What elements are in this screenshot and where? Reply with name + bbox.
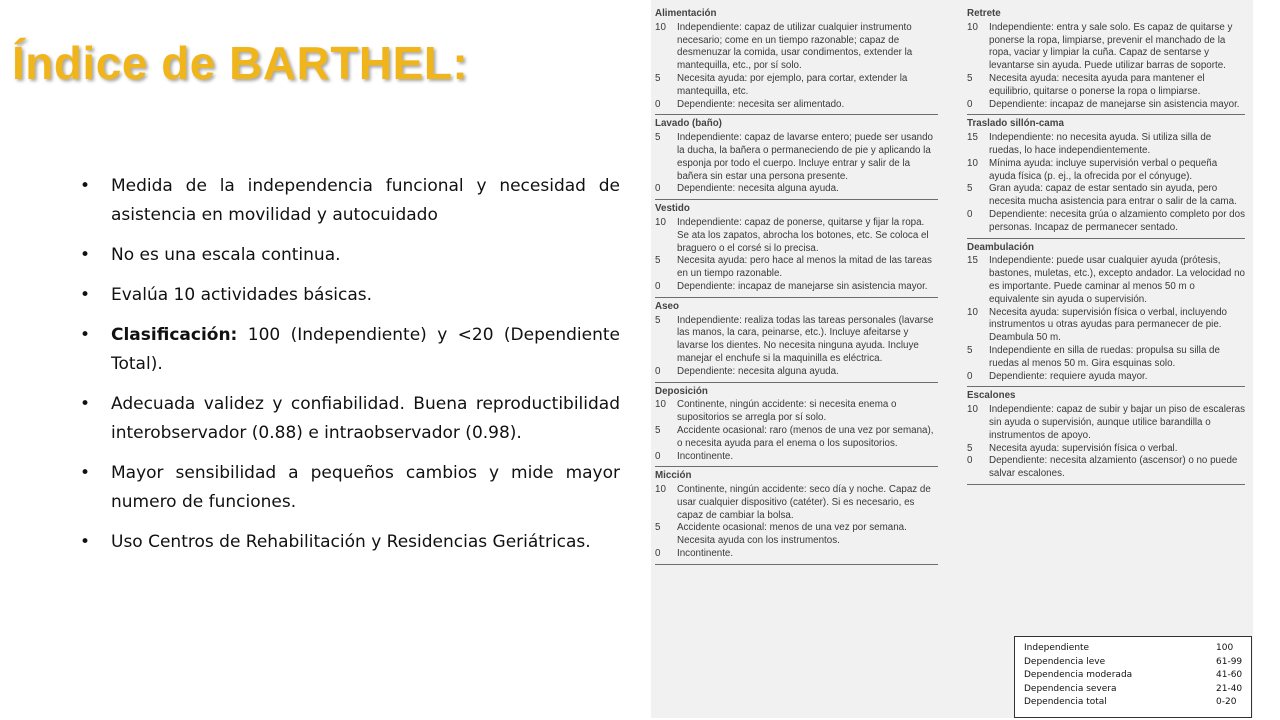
- table-row: [655, 73, 938, 99]
- section-heading: Vestido: [655, 203, 690, 215]
- row-points: 10: [967, 157, 978, 169]
- row-points: 0: [967, 208, 973, 220]
- section-heading: Deambulación: [967, 241, 1034, 253]
- table-section: [967, 118, 1245, 238]
- table-section: [655, 8, 938, 115]
- table-row: [967, 455, 1245, 481]
- row-description: Independiente: no necesita ayuda. Si utiliza silla de ruedas, lo hace independientemente.: [989, 132, 1212, 156]
- table-row: [967, 132, 1245, 158]
- row-points: 10: [967, 21, 978, 33]
- bullet-text: 100 (Independiente) y <20 (Dependiente Total).: [111, 325, 620, 374]
- row-description: Dependiente: requiere ayuda mayor.: [989, 370, 1148, 382]
- table-section: [967, 242, 1245, 388]
- table-row: [655, 522, 938, 548]
- bullet-item: [78, 321, 620, 379]
- table-row: [655, 315, 938, 366]
- row-description: Necesita ayuda: supervisión física o verbal.: [989, 442, 1178, 454]
- legend-range: 61-99: [1216, 656, 1243, 667]
- row-description: Gran ayuda: capaz de estar sentado sin ayuda, pero necesita mucha asistencia para entrar o salir de la cama.: [989, 183, 1237, 208]
- section-heading: Alimentación: [655, 8, 717, 19]
- legend-row: [1024, 642, 1251, 656]
- row-description: Incontinente.: [677, 548, 734, 560]
- table-row: [655, 366, 938, 379]
- table-section: [967, 8, 1245, 115]
- table-section: [655, 301, 938, 383]
- score-legend-box: [1014, 636, 1252, 718]
- row-description: Necesita ayuda: necesita ayuda para mantener el equilibrio, quitarse o ponerse la ropa o limpiarse.: [989, 72, 1205, 97]
- table-row: [655, 425, 938, 451]
- row-points: 0: [655, 98, 661, 110]
- section-heading: Lavado (baño): [655, 118, 722, 130]
- legend-label: Independiente: [1024, 643, 1090, 653]
- table-row: [967, 404, 1245, 442]
- table-row: [655, 399, 938, 425]
- table-row: [655, 132, 938, 183]
- row-description: Independiente: capaz de subir y bajar un piso de escaleras sin ayuda o supervisión, aunque utilice barandilla o instrumentos de apoyo.: [989, 404, 1245, 441]
- legend-row: [1024, 656, 1251, 670]
- row-description: Incontinente.: [677, 450, 734, 462]
- legend-range: 41-60: [1216, 670, 1243, 680]
- table-row: [967, 22, 1245, 73]
- row-description: Independiente: capaz de ponerse, quitarse y fijar la ropa. Se ata los zapatos, abrocha los botones, etc. Se coloca el braguero o el corsé si lo precisa.: [677, 216, 929, 254]
- bullet-text: No es una escala continua.: [111, 245, 341, 265]
- row-points: 10: [655, 399, 666, 411]
- table-row: [967, 73, 1245, 99]
- bullet-item: [78, 390, 620, 448]
- row-points: 10: [967, 404, 978, 416]
- legend-label: Dependencia severa: [1024, 683, 1117, 694]
- row-description: Dependiente: necesita alguna ayuda.: [677, 365, 839, 377]
- row-points: 10: [655, 484, 666, 496]
- bullet-bold: Clasificación:: [111, 325, 238, 345]
- row-points: 0: [967, 98, 973, 110]
- barthel-table-image: [651, 0, 1253, 718]
- row-points: 5: [655, 132, 661, 144]
- row-points: 5: [655, 424, 661, 436]
- row-description: Mínima ayuda: incluye supervisión verbal o pequeña ayuda física (p. ej., la ofrecida por el cónyuge).: [989, 157, 1218, 182]
- row-description: Dependiente: necesita ser alimentado.: [677, 98, 845, 110]
- table-row: [655, 484, 938, 522]
- bullet-list: [78, 172, 620, 568]
- table-right-column: [967, 8, 1245, 488]
- row-points: 0: [655, 365, 661, 377]
- table-row: [967, 443, 1245, 456]
- bullet-text: Uso Centros de Rehabilitación y Residencias Geriátricas.: [111, 532, 591, 552]
- row-points: 0: [655, 548, 661, 560]
- row-points: 0: [655, 183, 661, 195]
- legend-label: Dependencia moderada: [1024, 670, 1133, 680]
- table-section: [655, 386, 938, 468]
- row-points: 10: [655, 216, 666, 228]
- row-description: Independiente: realiza todas las tareas personales (lavarse las manos, la cara, peinarse, etc.). Incluye afeitarse y lavarse los dientes. No necesita ninguna ayuda. Incluye manejar el enchufe si la maquinilla es eléctrica.: [677, 314, 934, 364]
- row-points: 5: [655, 522, 661, 534]
- legend-label: Dependencia total: [1024, 697, 1107, 707]
- row-points: 10: [655, 21, 666, 33]
- section-heading: Micción: [655, 470, 692, 482]
- row-points: 5: [655, 314, 661, 326]
- row-points: 5: [967, 183, 973, 195]
- row-description: Accidente ocasional: menos de una vez por semana. Necesita ayuda con los instrumentos.: [677, 522, 907, 547]
- table-row: [967, 307, 1245, 345]
- row-points: 5: [655, 72, 661, 84]
- legend-range: 100: [1216, 643, 1234, 653]
- legend-row: [1024, 683, 1251, 697]
- row-points: 0: [655, 450, 661, 462]
- legend-row: [1024, 669, 1251, 683]
- row-description: Independiente: capaz de utilizar cualquier instrumento necesario; come en un tiempo razonable; capaz de desmenuzar la comida, usar condimentos, extender la mantequilla, etc., por sí solo.: [677, 21, 913, 72]
- section-heading: Aseo: [655, 300, 679, 312]
- table-section: [655, 203, 938, 298]
- slide-title: Índice de BARTHEL:: [12, 37, 469, 89]
- section-heading: Retrete: [967, 8, 1001, 19]
- table-row: [967, 345, 1245, 371]
- row-description: Continente, ningún accidente: si necesita enema o supositorios se arregla por sí solo.: [677, 399, 897, 424]
- row-points: 5: [967, 442, 973, 454]
- table-section: [655, 470, 938, 565]
- table-row: [655, 548, 938, 561]
- row-points: 5: [967, 344, 973, 356]
- table-section: [967, 390, 1245, 485]
- row-description: Dependiente: necesita alguna ayuda.: [677, 183, 839, 195]
- table-row: [967, 183, 1245, 209]
- row-description: Dependiente: incapaz de manejarse sin asistencia mayor.: [677, 280, 928, 292]
- bullet-text: Evalúa 10 actividades básicas.: [111, 285, 373, 305]
- row-description: Dependiente: incapaz de manejarse sin asistencia mayor.: [989, 98, 1240, 110]
- table-row: [655, 99, 938, 112]
- row-description: Necesita ayuda: supervisión física o verbal, incluyendo instrumentos u otras ayudas para permanecer de pie. Deambula 50 m.: [989, 306, 1227, 344]
- section-heading: Deposición: [655, 385, 708, 397]
- row-description: Accidente ocasional: raro (menos de una vez por semana), o necesita ayuda para el enema o los supositorios.: [677, 424, 934, 449]
- bullet-item: [78, 241, 620, 270]
- table-row: [967, 99, 1245, 112]
- bullet-item: [78, 528, 620, 557]
- table-row: [655, 255, 938, 281]
- row-description: Necesita ayuda: pero hace al menos la mitad de las tareas en un tiempo razonable.: [677, 255, 932, 280]
- section-heading: Escalones: [967, 390, 1016, 402]
- table-row: [655, 281, 938, 294]
- row-description: Dependiente: necesita alzamiento (ascensor) o no puede salvar escalones.: [989, 455, 1238, 480]
- table-row: [655, 451, 938, 464]
- table-row: [655, 183, 938, 196]
- bullet-item: [78, 281, 620, 310]
- row-description: Dependiente: necesita grúa o alzamiento completo por dos personas. Incapaz de permanecer sentado.: [989, 208, 1245, 233]
- section-heading: Traslado sillón-cama: [967, 118, 1064, 130]
- row-description: Continente, ningún accidente: seco día y noche. Capaz de usar cualquier dispositivo (catéter). Si es necesario, es capaz de cambiar la bolsa.: [677, 484, 931, 521]
- table-row: [967, 209, 1245, 235]
- table-row: [967, 158, 1245, 184]
- row-description: Independiente en silla de ruedas: propulsa su silla de ruedas al menos 50 m. Gira esquinas solo.: [989, 344, 1220, 369]
- bullet-text: Adecuada validez y confiabilidad. Buena reproductibilidad interobservador (0.88) e intraobservador (0.98).: [111, 394, 620, 443]
- table-row: [967, 255, 1245, 306]
- row-points: 5: [967, 72, 973, 84]
- legend-row: [1024, 696, 1251, 710]
- row-points: 5: [655, 255, 661, 267]
- bullet-item: [78, 172, 620, 230]
- legend-range: 0-20: [1216, 697, 1237, 707]
- legend-range: 21-40: [1216, 683, 1243, 694]
- bullet-text: Medida de la independencia funcional y necesidad de asistencia en movilidad y autocuidado: [111, 176, 620, 225]
- bullet-item: [78, 459, 620, 517]
- row-points: 0: [655, 280, 661, 292]
- row-points: 0: [967, 455, 973, 467]
- table-row: [967, 371, 1245, 384]
- row-points: 0: [967, 370, 973, 382]
- bullet-text: Mayor sensibilidad a pequeños cambios y mide mayor numero de funciones.: [111, 463, 620, 512]
- row-points: 15: [967, 132, 978, 144]
- table-left-column: [655, 8, 938, 568]
- legend-label: Dependencia leve: [1024, 656, 1106, 667]
- table-section: [655, 118, 938, 200]
- row-points: 10: [967, 306, 978, 318]
- table-row: [655, 217, 938, 255]
- row-description: Independiente: entra y sale solo. Es capaz de quitarse y ponerse la ropa, limpiarse, prevenir el manchado de la ropa, vaciar y limpiar la cuña. Capaz de sentarse y levantarse sin ayuda. Puede utilizar barras de soporte.: [989, 21, 1233, 72]
- row-description: Independiente: capaz de lavarse entero; puede ser usando la ducha, la bañera o permaneciendo de pie y aplicando la esponja por todo el cuerpo. Incluye entrar y salir de la bañera sin estar una persona presente.: [677, 132, 933, 182]
- row-points: 15: [967, 255, 978, 267]
- row-description: Necesita ayuda: por ejemplo, para cortar, extender la mantequilla, etc.: [677, 72, 908, 97]
- row-description: Independiente: puede usar cualquier ayuda (prótesis, bastones, muletas, etc.), excepto andador. La velocidad no es importante. Puede caminar al menos 50 m o equivalente sin ayuda o supervisión.: [989, 255, 1245, 305]
- table-row: [655, 22, 938, 73]
